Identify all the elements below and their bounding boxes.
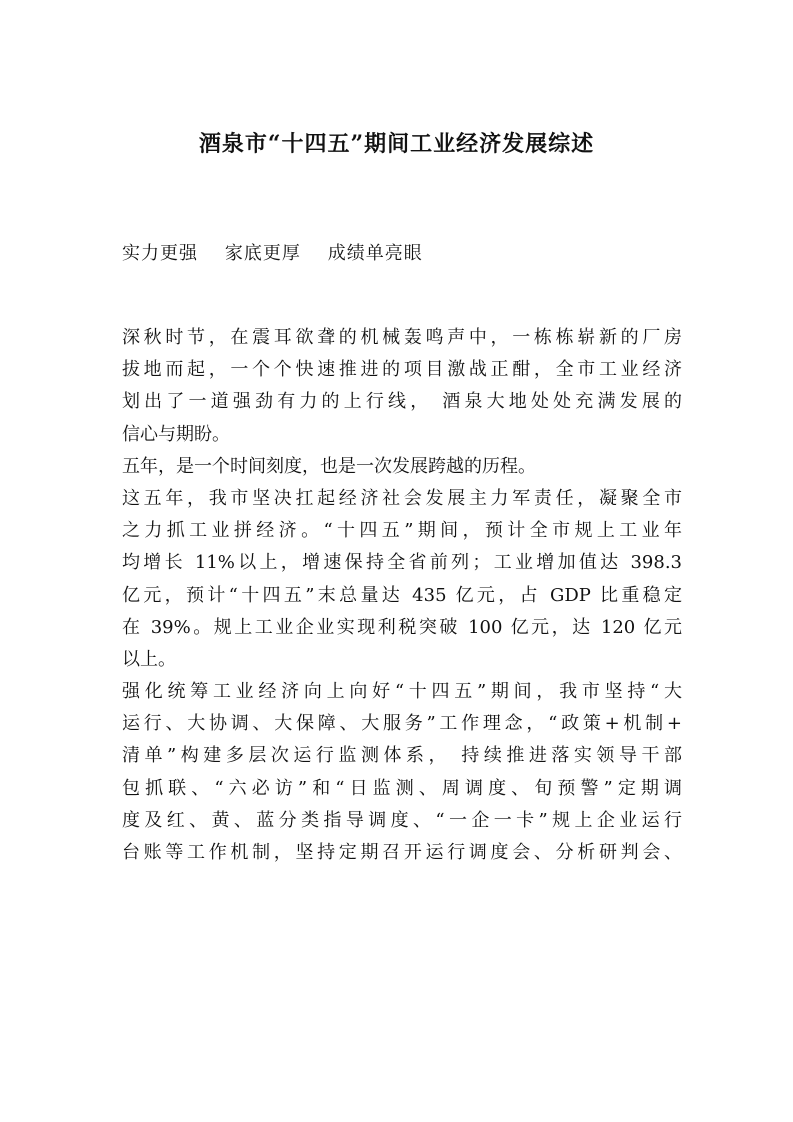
text-line: 强化统筹工业经济向上向好“十四五”期间，我市坚持“大 [122,681,682,703]
paragraph [122,676,682,869]
text-line: 拔地而起，一个个快速推进的项目激战正酣，全市工业经济 [122,359,682,381]
text-line: 在 39%。规上工业企业实现利税突破 100 亿元，达 120 亿元 [122,616,682,638]
text-line: 五年，是一个时间刻度，也是一次发展跨越的历程。 [122,455,536,477]
text-line: 台账等工作机制，坚持定期召开运行调度会、分析研判会、 [122,842,682,863]
text-line: 划出了一道强劲有力的上行线， 酒泉大地处处充满发展的 [122,391,682,413]
text-line: 运行、大协调、大保障、大服务”工作理念，“政策+机制+ [122,713,682,735]
text-line: 这五年，我市坚决扛起经济社会发展主力军责任，凝聚全市 [122,487,682,509]
text-line: 以上。 [122,648,176,670]
text-line: 清单”构建多层次运行监测体系， 持续推进落实领导干部 [122,745,682,767]
text-line: 包抓联、“六必访”和“日监测、周调度、旬预警”定期调 [122,777,682,799]
document-title: 酒泉市“十四五”期间工业经济发展综述 [198,131,595,157]
text-line: 之力抓工业拼经济。“十四五”期间，预计全市规上工业年 [122,520,682,542]
text-line: 信心与期盼。 [122,423,230,445]
text-line: 深秋时节，在震耳欲聋的机械轰鸣声中，一栋栋崭新的厂房 [122,327,682,348]
text-line: 度及红、黄、蓝分类指导调度、“一企一卡”规上企业运行 [122,809,682,831]
paragraph [122,483,682,676]
document-body [122,322,682,869]
paragraph [122,322,682,451]
text-line: 亿元，预计“十四五”末总量达 435 亿元，占 GDP 比重稳定 [122,584,682,606]
paragraph [122,451,682,483]
document-subtitle: 实力更强 家底更厚 成绩单亮眼 [122,243,423,264]
text-line: 均增长 11%以上，增速保持全省前列；工业增加值达 398.3 [122,552,682,574]
